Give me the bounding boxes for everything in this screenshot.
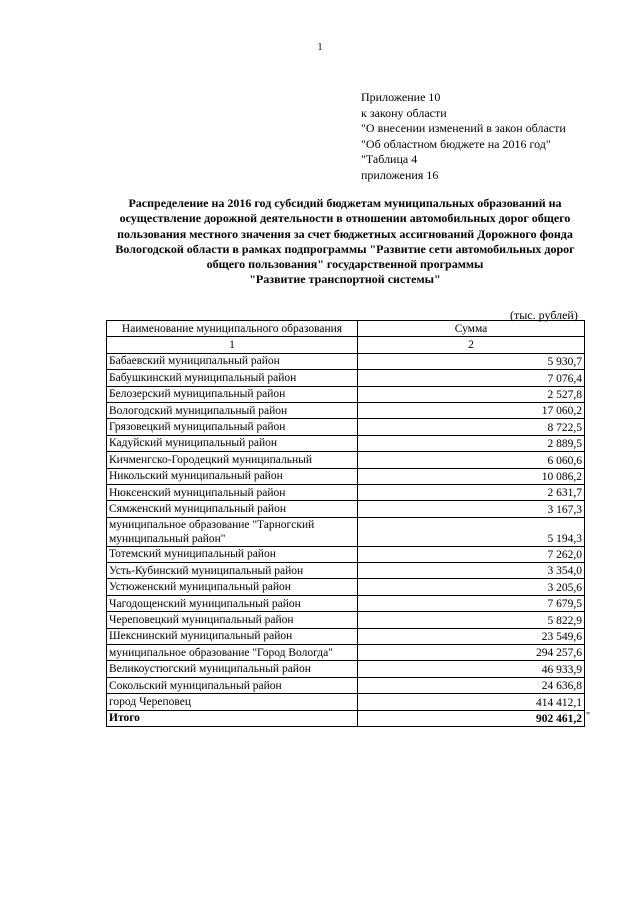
row-name: Бабаевский муниципальный район: [107, 353, 358, 369]
row-name: Устюженский муниципальный район: [107, 579, 358, 595]
table-row: [107, 370, 585, 386]
header-number-name: 1: [107, 337, 358, 353]
row-name: город Череповец: [107, 694, 358, 710]
row-name: Усть-Кубинский муниципальный район: [107, 563, 358, 579]
row-sum: 2 889,5: [358, 435, 585, 451]
title-line: общего пользования" государственной программы: [206, 257, 484, 272]
row-sum: 2 631,7: [358, 484, 585, 500]
table-row: [107, 595, 585, 611]
document-title: [100, 196, 590, 288]
total-sum: 902 461,2: [358, 710, 585, 726]
title-line: Распределение на 2016 год субсидий бюджетам муниципальных образований на: [128, 196, 562, 210]
table-row: [107, 419, 585, 435]
page-number: 1: [317, 42, 323, 53]
row-sum: 23 549,6: [358, 628, 585, 644]
row-name: Тотемский муниципальный район: [107, 546, 358, 562]
row-sum: 17 060,2: [358, 402, 585, 418]
table-row: [107, 645, 585, 661]
table-header-numbers-row: [107, 337, 585, 353]
title-line: "Развитие транспортной системы": [249, 272, 441, 287]
table-row: [107, 386, 585, 402]
row-name: Кичменгско-Городецкий муниципальный: [107, 452, 358, 468]
table-row: [107, 694, 585, 710]
row-sum: 5 194,3: [358, 517, 585, 546]
row-name: Никольский муниципальный район: [107, 468, 358, 484]
appendix-line: Приложение 10: [361, 90, 441, 104]
header-sum: Сумма: [358, 321, 585, 337]
row-sum: 8 722,5: [358, 419, 585, 435]
row-name: Грязовецкий муниципальный район: [107, 419, 358, 435]
row-name: муниципальное образование "Город Вологда": [107, 645, 358, 661]
row-sum: 5 930,7: [358, 353, 585, 369]
appendix-line: к закону области: [361, 105, 447, 120]
table-row: [107, 402, 585, 418]
row-sum: 3 354,0: [358, 563, 585, 579]
row-name: Великоустюгский муниципальный район: [107, 661, 358, 677]
subsidy-table: [106, 320, 585, 727]
units-label: (тыс. рублей): [510, 308, 578, 322]
row-sum: 294 257,6: [358, 645, 585, 661]
table-row: [107, 612, 585, 628]
row-name: Сокольский муниципальный район: [107, 677, 358, 693]
row-name: Белозерский муниципальный район: [107, 386, 358, 402]
row-sum: 3 205,6: [358, 579, 585, 595]
row-sum: 6 060,6: [358, 452, 585, 468]
row-name: муниципальное образование "Тарногский муниципальный район": [107, 517, 358, 546]
table-row: [107, 661, 585, 677]
row-name: Бабушкинский муниципальный район: [107, 370, 358, 386]
table-row: [107, 435, 585, 451]
row-sum: 414 412,1: [358, 694, 585, 710]
row-name: Кадуйский муниципальный район: [107, 435, 358, 451]
appendix-line: "Таблица 4: [361, 152, 418, 167]
table-row: [107, 517, 585, 546]
row-name: Череповецкий муниципальный район: [107, 612, 358, 628]
row-sum: 2 527,8: [358, 386, 585, 402]
header-name: Наименование муниципального образования: [107, 321, 358, 337]
appendix-line: "Об областном бюджете на 2016 год": [361, 136, 551, 151]
table-row: [107, 546, 585, 562]
row-sum: 24 636,8: [358, 677, 585, 693]
closing-quote: ": [586, 711, 591, 722]
row-sum: 3 167,3: [358, 501, 585, 517]
title-line: Вологодской области в рамках подпрограммы "Развитие сети автомобильных дорог: [115, 241, 575, 256]
row-name: Сямженский муниципальный район: [107, 501, 358, 517]
table-row: [107, 579, 585, 595]
table-row: [107, 563, 585, 579]
total-row: [107, 710, 585, 726]
table-row: [107, 628, 585, 644]
table-row: [107, 484, 585, 500]
row-sum: 46 933,9: [358, 661, 585, 677]
row-name: Шекснинский муниципальный район: [107, 628, 358, 644]
title-line: осуществление дорожной деятельности в отношении автомобильных дорог общего: [119, 211, 571, 226]
table-row: [107, 677, 585, 693]
title-line: пользования местного значения за счет бюджетных ассигнований Дорожного фонда: [117, 226, 573, 241]
total-label: Итого: [107, 710, 358, 726]
row-name: Чагодощенский муниципальный район: [107, 595, 358, 611]
appendix-line: "О внесении изменений в закон области: [361, 121, 566, 136]
row-name: Нюксенский муниципальный район: [107, 484, 358, 500]
header-number-sum: 2: [358, 337, 585, 353]
appendix-line: приложения 16: [361, 167, 439, 182]
table-row: [107, 468, 585, 484]
row-sum: 10 086,2: [358, 468, 585, 484]
row-sum: 5 822,9: [358, 612, 585, 628]
row-sum: 7 076,4: [358, 370, 585, 386]
table-header-row: [107, 321, 585, 337]
table-row: [107, 452, 585, 468]
appendix-header: [361, 90, 566, 184]
table-row: [107, 353, 585, 369]
row-sum: 7 679,5: [358, 595, 585, 611]
table-row: [107, 501, 585, 517]
row-sum: 7 262,0: [358, 546, 585, 562]
row-name: Вологодский муниципальный район: [107, 402, 358, 418]
